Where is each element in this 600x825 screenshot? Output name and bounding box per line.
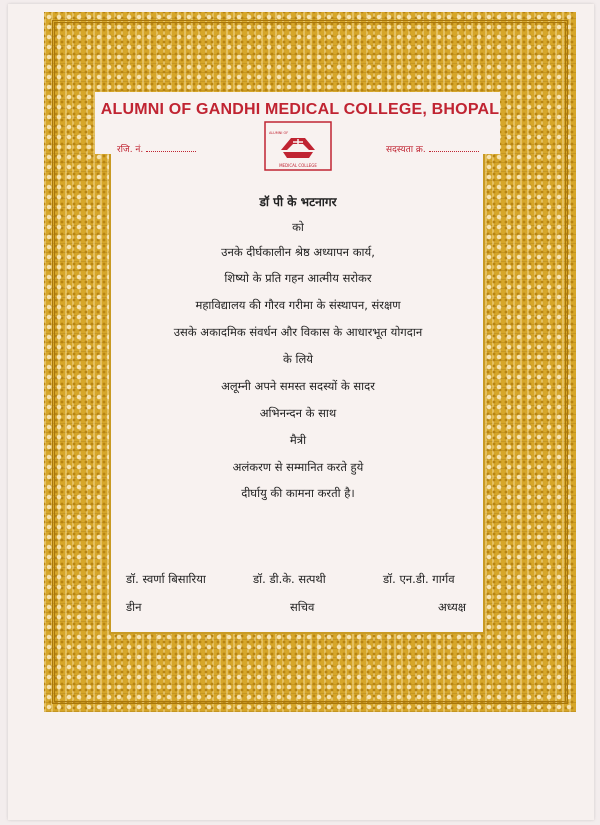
body-line: दीर्घायु की कामना करती है।: [241, 486, 355, 500]
registration-number-field: [117, 142, 196, 155]
alumni-seal-logo: [263, 120, 333, 172]
body-line: अलंकरण से सम्मानित करते हुये: [232, 460, 364, 474]
membership-number-field: [386, 142, 479, 155]
svg-text:ALUMNI OF: ALUMNI OF: [269, 131, 289, 135]
body-line: महाविद्यालय की गौरव गरीमा के संस्थापन, संरक्षण: [195, 298, 401, 312]
membership-number-label: सदस्यता क्र.: [386, 145, 426, 155]
signatory-role-dean: डीन: [126, 600, 142, 614]
body-line: उसके अकादमिक संवर्धन और विकास के आधारभूत योगदान: [173, 325, 423, 339]
membership-number-line: [429, 151, 479, 152]
college-title: ALUMNI OF GANDHI MEDICAL COLLEGE, BHOPAL: [100, 101, 500, 118]
signatory-name-president: डॉ. एन.डी. गार्गव: [383, 572, 455, 586]
registration-number-label: रजि. नं.: [117, 145, 144, 155]
body-line: उनके दीर्घकालीन श्रेष्ठ अध्यापन कार्य,: [221, 245, 375, 259]
body-line: के लिये: [283, 352, 313, 366]
body-line: मैत्री: [289, 433, 307, 447]
body-line: अलूम्नी अपने समस्त सदस्यों के सादर: [221, 379, 375, 393]
seal-lettering: MEDICAL COLLEGE: [279, 163, 317, 168]
signatory-name-secretary: डॉ. डी.के. सत्पथी: [253, 572, 326, 586]
signatory-name-dean: डॉ. स्वर्णा बिसारिया: [126, 572, 206, 586]
registration-number-line: [146, 151, 196, 152]
honoree-name: डॉ पी के भटनागर: [259, 195, 337, 209]
body-line: शिष्यो के प्रति गहन आत्मीय सरोकर: [224, 271, 372, 285]
body-line: अभिनन्दन के साथ: [259, 406, 337, 420]
body-line: को: [292, 220, 304, 234]
signatory-role-secretary: सचिव: [290, 600, 315, 614]
signatory-role-president: अध्यक्ष: [438, 600, 467, 614]
